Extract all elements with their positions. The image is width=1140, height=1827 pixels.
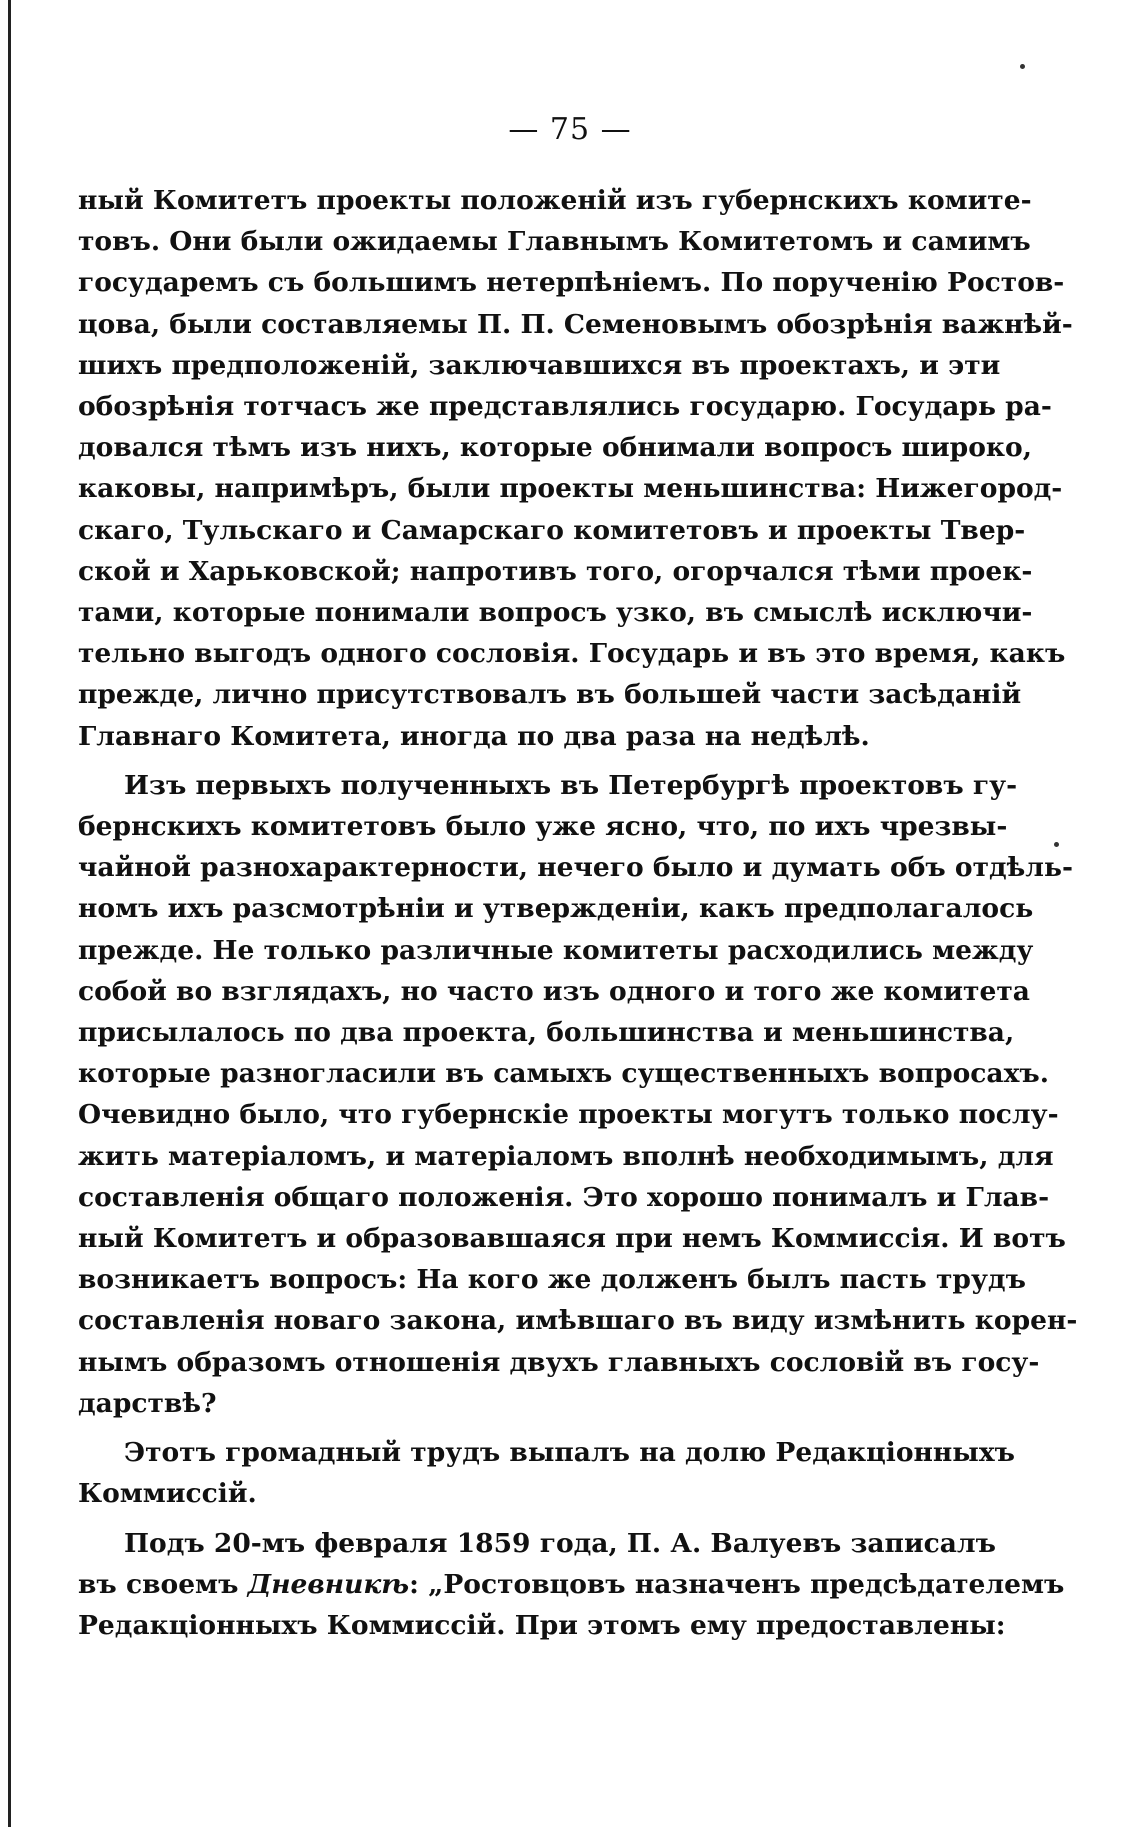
ink-speck xyxy=(1020,64,1025,69)
text-line: скаго, Тульскаго и Самарскаго комитетовъ и проекты Твер- xyxy=(78,514,1026,546)
text-line: каковы, напримѣръ, были проекты меньшинства: Нижегород- xyxy=(78,473,1063,505)
page-number: — 75 — xyxy=(508,112,632,147)
text-line: тельно выгодъ одного сословія. Государь и въ это время, какъ xyxy=(78,638,1066,670)
text-line: тами, которые понимали вопросъ узко, въ смыслѣ исключи- xyxy=(78,597,1033,629)
text-line: довался тѣмъ изъ нихъ, которые обнимали вопросъ широко, xyxy=(78,432,1032,464)
text-line: Главнаго Комитета, иногда по два раза на недѣлѣ. xyxy=(78,720,870,752)
text-line: собой во взглядахъ, но часто изъ одного и того же комитета xyxy=(78,975,1030,1007)
text-line: товъ. Они были ожидаемы Главнымъ Комитетомъ и самимъ xyxy=(78,226,1031,258)
text-line: прежде, лично присутствовалъ въ большей части засѣданій xyxy=(78,679,1022,711)
text-line: ской и Харьковской; напротивъ того, огорчался тѣми проек- xyxy=(78,555,1033,587)
text-line: Подъ 20-мъ февраля 1859 года, П. А. Валуевъ записалъ xyxy=(124,1527,996,1559)
ink-speck xyxy=(1054,842,1059,847)
text-line: цова, были составляемы П. П. Семеновымъ обозрѣнія важнѣй- xyxy=(78,308,1073,340)
text-line: дарствѣ? xyxy=(78,1387,217,1419)
text-line: присылалось по два проекта, большинства и меньшинства, xyxy=(78,1017,1015,1049)
body-text xyxy=(78,180,1078,1646)
text-line: Коммиссій. xyxy=(78,1478,257,1510)
paragraph-3 xyxy=(78,1432,1015,1514)
text-segment: : „Ростовцовъ назначенъ предсѣдателемъ xyxy=(409,1568,1065,1600)
text-segment: въ своемъ xyxy=(78,1568,239,1600)
text-line: прежде. Не только различные комитеты расходились между xyxy=(78,934,1034,966)
italic-title: Дневникѣ xyxy=(247,1568,410,1600)
text-line: Изъ первыхъ полученныхъ въ Петербургѣ проектовъ гу- xyxy=(124,769,1018,801)
text-line: номъ ихъ разсмотрѣніи и утвержденіи, какъ предполагалось xyxy=(78,893,1034,925)
text-line: ный Комитетъ и образовавшаяся при немъ Коммиссія. И вотъ xyxy=(78,1223,1066,1255)
text-line: составленія новаго закона, имѣвшаго въ виду измѣнить корен- xyxy=(78,1305,1078,1337)
text-line: чайной разнохарактерности, нечего было и думать объ отдѣль- xyxy=(78,852,1073,884)
paragraph-gap xyxy=(78,757,923,765)
text-line: составленія общаго положенія. Это хорошо понималъ и Глав- xyxy=(78,1181,1050,1213)
text-line: обозрѣнія тотчасъ же представлялись государю. Государь ра- xyxy=(78,391,1052,423)
paragraph-1 xyxy=(78,180,1073,757)
text-line: Очевидно было, что губернскіе проекты могутъ только послу- xyxy=(78,1099,1059,1131)
text-line: ный Комитетъ проекты положеній изъ губернскихъ комите- xyxy=(78,185,1032,216)
paragraph-gap xyxy=(78,1515,923,1523)
paragraph-gap xyxy=(78,1424,923,1432)
paragraph-2 xyxy=(78,765,1078,1424)
page-edge-rule xyxy=(8,0,11,1827)
text-line: государемъ съ большимъ нетерпѣніемъ. По порученію Ростов- xyxy=(78,267,1065,299)
text-line: возникаетъ вопросъ: На кого же долженъ былъ пасть трудъ xyxy=(78,1264,1026,1296)
text-line: Редакціонныхъ Коммиссій. При этомъ ему предоставлены: xyxy=(78,1609,1006,1641)
text-line: нымъ образомъ отношенія двухъ главныхъ сословій въ госу- xyxy=(78,1346,1040,1378)
text-line: бернскихъ комитетовъ было уже ясно, что, по ихъ чрезвы- xyxy=(78,811,1008,843)
text-line: шихъ предположеній, заключавшихся въ проектахъ, и эти xyxy=(78,349,1001,381)
text-line: Этотъ громадный трудъ выпалъ на долю Редакціонныхъ xyxy=(124,1437,1015,1469)
text-line: которые разногласили въ самыхъ существенныхъ вопросахъ. xyxy=(78,1058,1049,1090)
text-line: жить матеріаломъ, и матеріаломъ вполнѣ необходимымъ, для xyxy=(78,1140,1054,1172)
text-line xyxy=(78,1564,1065,1605)
paragraph-4 xyxy=(78,1523,1065,1647)
